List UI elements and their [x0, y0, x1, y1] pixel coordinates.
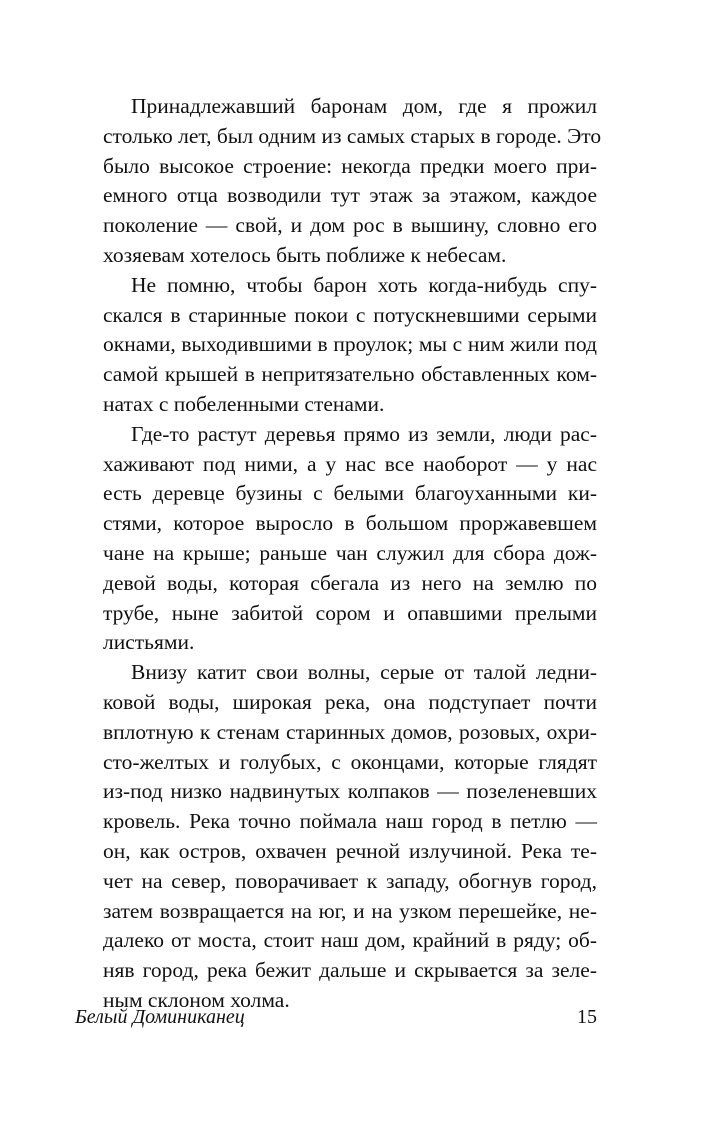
running-title: Белый Доминиканец	[75, 1006, 245, 1028]
text-line: няв город, река бежит дальше и скрывается за зеле-	[103, 958, 597, 983]
text-line: стями, которое выросло в большом проржавевшем	[103, 511, 597, 536]
text-line: Где-то растут деревья прямо из земли, люди рас-	[131, 421, 597, 446]
text-line: было высокое строение: некогда предки моего при-	[103, 153, 597, 178]
text-line: Принадлежавший баронам дом, где я прожил	[131, 94, 597, 118]
text-line: Внизу катит свои волны, серые от талой ледни-	[131, 660, 597, 685]
text-line: затем возвращается на юг, и на узком перешейке, не-	[103, 898, 597, 923]
text-line: далеко от моста, стоит наш дом, крайний в ряду; об-	[103, 928, 597, 953]
text-line: самой крышей в непритязательно обставленных ком-	[103, 362, 597, 387]
text-line: поколение — свой, и дом рос в вышину, словно его	[103, 213, 597, 238]
text-line: хаживают под ними, а у нас все наоборот — у нас	[103, 451, 597, 476]
paragraph-1	[75, 92, 602, 271]
paragraph-4	[75, 658, 597, 1016]
text-line: сто-желтых и голубых, с оконцами, которые глядят	[103, 749, 597, 774]
paragraph-3	[75, 420, 597, 658]
body-text	[75, 92, 602, 1016]
text-line: есть деревце бузины с белыми благоуханными ки-	[103, 481, 597, 506]
text-line: из-под низко надвинутых колпаков — позеленевших	[103, 779, 597, 804]
text-line: Не помню, чтобы барон хоть когда-нибудь спу-	[131, 272, 597, 297]
text-line: столько лет, был одним из самых старых в городе. Это	[103, 123, 602, 148]
text-line: емного отца возводили тут этаж за этажом, каждое	[103, 183, 597, 208]
text-line: чане на крыше; раньше чан служил для сбора дож-	[103, 540, 597, 565]
text-line: трубе, ныне забитой сором и опавшими прелыми	[103, 600, 597, 625]
text-line: листьями.	[103, 630, 195, 655]
text-line: хозяевам хотелось быть поближе к небесам.	[103, 242, 507, 267]
text-line: скался в старинные покои с потускневшими серыми	[103, 302, 597, 327]
text-line: натах с побеленными стенами.	[103, 391, 385, 416]
text-line: ным склоном холма.	[103, 987, 290, 1012]
text-line: вплотную к стенам старинных домов, розовых, охри-	[103, 719, 597, 744]
text-line: он, как остров, охвачен речной излучиной. Река те-	[103, 838, 597, 863]
paragraph-2	[75, 271, 597, 420]
page-number: 15	[577, 1006, 597, 1028]
text-line: ковой воды, широкая река, она подступает почти	[103, 689, 597, 714]
text-line: девой воды, которая сбегала из него на землю по	[103, 570, 597, 595]
text-line: чет на север, поворачивает к западу, обогнув город,	[103, 868, 597, 893]
text-line: кровель. Река точно поймала наш город в петлю —	[103, 809, 597, 834]
text-line: окнами, выходившими в проулок; мы с ним жили под	[103, 332, 597, 357]
